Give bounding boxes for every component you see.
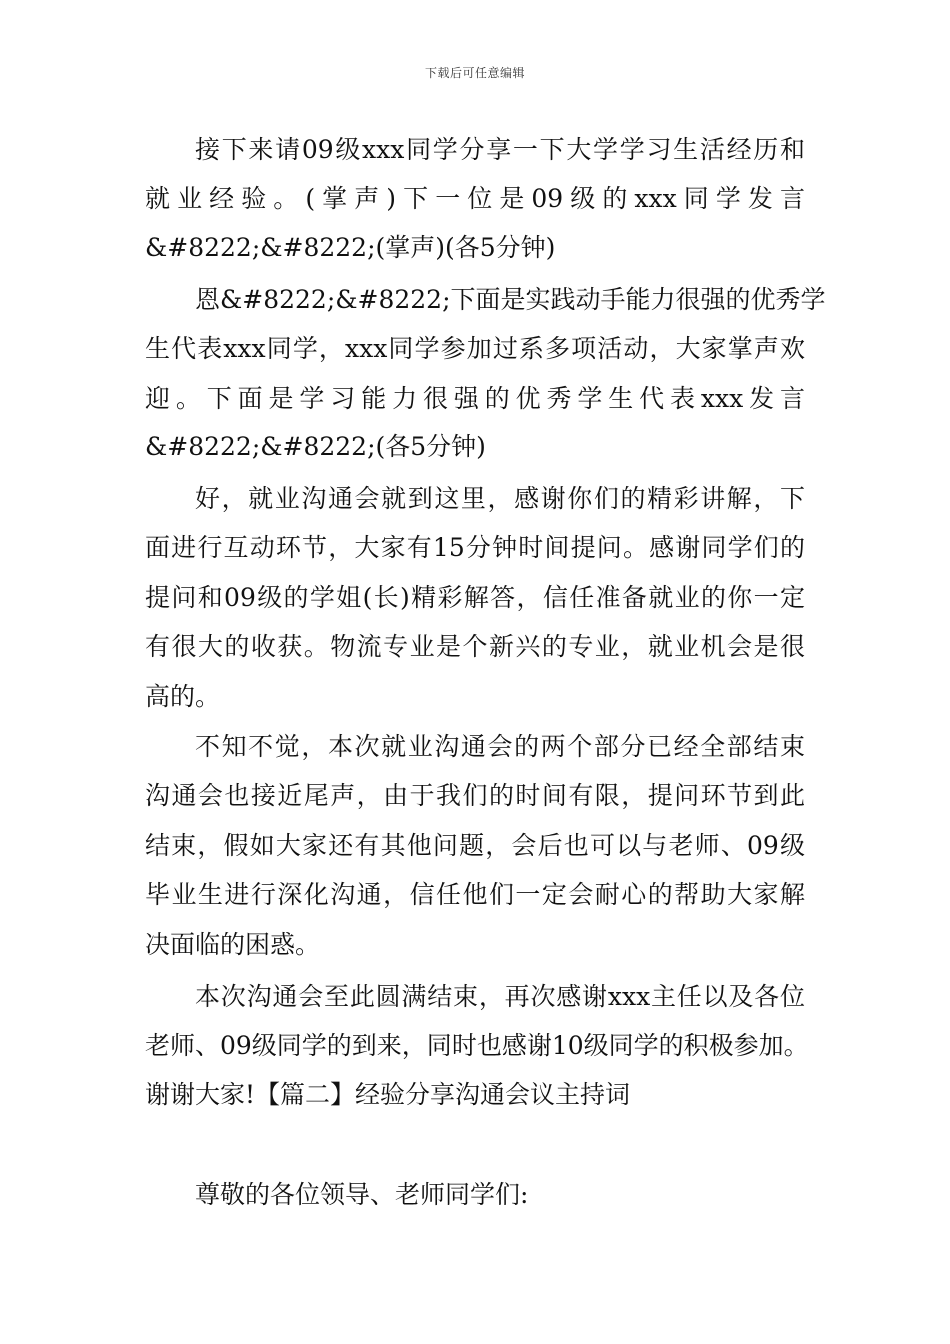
paragraph-line: 老师、09级同学的到来，同时也感谢10级同学的积极参加。 [145, 1031, 809, 1060]
paragraph-line: 不知不觉，本次就业沟通会的两个部分已经全部结束 [195, 732, 805, 761]
page-header: 下载后可任意编辑 [424, 66, 525, 80]
paragraph-line: 本次沟通会至此圆满结束，再次感谢xxx主任以及各位 [195, 982, 805, 1011]
paragraph-line: 就业经验。(掌声)下一位是09级的xxx同学发言 [145, 184, 805, 213]
paragraph-line: 生代表xxx同学，xxx同学参加过系多项活动，大家掌声欢 [145, 334, 805, 363]
paragraph-line: 毕业生进行深化沟通，信任他们一定会耐心的帮助大家解 [145, 880, 805, 909]
paragraph-line: &#8222;&#8222;(各5分钟) [145, 432, 486, 461]
paragraph-line: 接下来请09级xxx同学分享一下大学学习生活经历和 [195, 135, 805, 164]
paragraph-line: 有很大的收获。物流专业是个新兴的专业，就业机会是很 [145, 632, 805, 661]
paragraph-line: 决面临的困惑。 [145, 930, 321, 959]
paragraph-line: 好，就业沟通会就到这里，感谢你们的精彩讲解，下 [195, 484, 805, 513]
paragraph-line: 谢谢大家!【篇二】经验分享沟通会议主持词 [145, 1080, 631, 1109]
paragraph-line: 恩&#8222;&#8222;下面是实践动手能力很强的优秀学 [195, 285, 826, 314]
paragraph-line: 高的。 [145, 682, 221, 711]
paragraph-line: 沟通会也接近尾声，由于我们的时间有限，提问环节到此 [145, 781, 805, 810]
paragraph-line: 面进行互动环节，大家有15分钟时间提问。感谢同学们的 [145, 533, 805, 562]
paragraph-line: &#8222;&#8222;(掌声)(各5分钟) [145, 233, 556, 262]
salutation-line: 尊敬的各位领导、老师同学们: [195, 1180, 529, 1209]
paragraph-line: 提问和09级的学姐(长)精彩解答，信任准备就业的你一定 [145, 583, 805, 612]
paragraph-line: 迎。下面是学习能力很强的优秀学生代表xxx发言 [145, 384, 805, 413]
paragraph-line: 结束，假如大家还有其他问题，会后也可以与老师、09级 [145, 831, 805, 860]
